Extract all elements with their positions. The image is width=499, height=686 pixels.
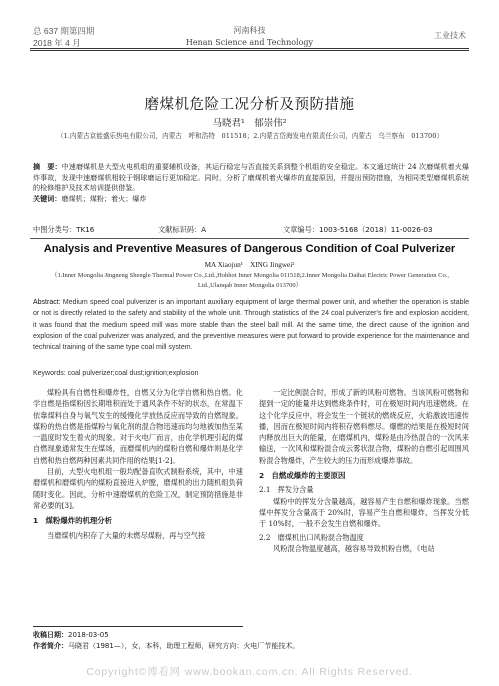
header-rule-thin <box>30 50 469 51</box>
article-number: 文章编号：1003-5168（2018）11-0026-03 <box>283 225 433 234</box>
author-bio-label: 作者简介： <box>33 642 68 650</box>
issue-number: 总 637 期第四期 <box>33 26 95 36</box>
footnote-rule <box>33 626 243 627</box>
abstract-cn-block <box>33 162 469 204</box>
author-bio-text: 马晓君（1981—），女，本科，助理工程师，研究方向：火电厂节能技术。 <box>68 642 300 650</box>
received-label: 收稿日期： <box>33 631 68 639</box>
abstract-cn-label: 摘 要： <box>33 162 62 171</box>
copyright-watermark: Copyright©博看网 www.bookan.com.cn. All Rights Reserved. <box>86 666 413 678</box>
authors-en: MA Xiaojun¹ XING Jingwei² <box>204 261 295 269</box>
keywords-en-text: coal pulverizer;coal dust;ignition;explosion <box>67 370 199 377</box>
body-paragraph: 目前，大型火电机组一般均配备直吹式制粉系统，其中，中速磨煤机和磨煤机内的煤粉直接进入炉膛，磨煤机的出力随机组负荷随时变化。因此，分析中速磨煤机的危险工况，制定预防措施是非常必要的[3]。 <box>33 467 243 510</box>
authors-cn: 马晓君¹ 郁崇伟² <box>212 118 287 129</box>
keywords-cn <box>33 194 469 205</box>
paper-title-en: Analysis and Preventive Measures of Dangerous Condition of Coal Pulverizer <box>43 243 456 255</box>
abstract-en-text: Medium speed coal pulverizer is an important auxiliary equipment of large thermal power unit, and whether the operation is stable or not is directly related to the safety and stability of the whole unit. Through statistics of the 24 coal pulverizer's fire and explosion accident, it was found that the medium speed mill was more stable than the steel ball mill. At the same time, the direct cause of the ignition and explosion of the coal pulverizer was analyzed, and the preventive measures were put forward to provide experience for the maintenance and technical training of the same type coal mill system. <box>33 299 469 352</box>
section-heading: 2 自燃或爆炸的主要原因 <box>259 471 346 481</box>
keywords-cn-text: 磨煤机；煤粉；着火；爆炸 <box>61 193 147 203</box>
body-column-left <box>33 387 243 541</box>
abstract-en-label: Abstract: <box>33 299 61 306</box>
body-paragraph: 风粉混合物温度越高，越容易导致机粉自燃，《电站 <box>273 543 435 553</box>
journal-header <box>0 25 499 49</box>
abstract-cn-text: 中速磨煤机是大型火电机组的重要辅机设备，其运行稳定与否直接关系到整个机组的安全稳定。本文通过统计 24 次磨煤机着火爆炸事故，发现中速磨煤机相较于钢球磨运行更加稳定。同时，分析了磨煤机着火爆炸的直接原因，并提出预防措施，为相同类型磨煤机系统的检修维护及技术培训提供借鉴。 <box>33 162 469 193</box>
section-heading: 1 煤粉爆炸的机理分析 <box>33 516 113 526</box>
affiliations-cn: （1.内蒙古京能盛乐热电有限公司，内蒙古 呼和浩特 011518；2.内蒙古岱海发电有限责任公司，内蒙古 乌兰察布 013700） <box>56 132 443 140</box>
body-paragraph: 一定比例混合时，形成了新的风粉可燃物。当该风粉可燃物和提到一定的能量并达到燃烧条件时，可在极短时间内迅速燃烧。在这个化学反应中，将会发生一个链状的燃烧反应，火焰激波迅速传播，因而在极短时间内将积存燃料燃尽。爆燃的结果是在极短时间内释放出巨大的能量，在磨煤机内，煤粉是由冷热混合的一次风来输送，一次风和煤粉混合成云雾状混合物，煤粉的自燃引起周围风粉混合物爆炸，产生较大的压力而形成爆炸事故。 <box>259 388 469 465</box>
journal-name-en: Henan Science and Technology <box>185 38 314 47</box>
body-paragraph: 煤粉中的挥发分含量越高，越容易产生自燃和爆炸现象。当燃煤中挥发分含量高于 20%时，容易产生自燃和爆炸，当挥发分低于 10%时，一般不会发生自燃和爆炸。 <box>259 496 469 529</box>
subsection-heading: 2.2 磨煤机出口风粉混合物温度 <box>259 532 364 542</box>
author-bio <box>33 641 469 652</box>
header-rule <box>30 48 469 49</box>
subsection-heading: 2.1 挥发分含量 <box>259 485 314 495</box>
body-column-right <box>259 387 469 554</box>
received-value: 2018-03-05 <box>68 631 109 639</box>
abstract-en-block <box>33 297 469 353</box>
body-paragraph: 煤粉具有自燃性和爆炸性，自燃又分为化学自燃和热自燃。化学自燃是指煤粉因长期堆积而处于通风条件不好的状态，在常温下依靠煤料自身与氧气发生的缓慢化学放热反应而导致的自燃现象。煤粉的热自燃是指煤粉与氧化剂的混合物迅速而均匀地被加热至某一温度时发生着火的现象。对于火电厂而言，由化学机理引起的煤自燃现象通常发生在煤场，而磨煤机内的煤粉自燃和爆炸则是化学自燃和热自燃两种因素共同作用的结果[1-2]。 <box>33 388 243 465</box>
body-paragraph: 当磨煤机内积存了大量的未燃尽煤粉，再与空气接 <box>47 530 206 540</box>
issue-date: 2018 年 4 月 <box>33 38 81 48</box>
clc-number: 中图分类号：TK16 <box>33 225 95 234</box>
meta-rule <box>30 238 469 239</box>
section-label: 工业技术 <box>434 31 466 40</box>
abstract-cn <box>33 162 469 194</box>
keywords-en-label: Keywords: <box>33 370 66 377</box>
document-code: 文献标识码：A <box>158 225 207 234</box>
received-date <box>33 630 469 641</box>
affiliations-en: （1.Inner Mongolia Jingneng Shengle Thermal Power Co.,Ltd.,Hohhot Inner Mongolia 011518;2.Inner Mongolia Daihai Electric Power Generation Co., Ltd.,Ulanqab Inner Mongolia 013700） <box>50 272 450 289</box>
journal-name-cn: 河南科技 <box>233 26 266 35</box>
keywords-en <box>33 370 469 377</box>
abstract-en <box>33 297 469 353</box>
paper-title-cn: 磨煤机危险工况分析及预防措施 <box>144 97 355 113</box>
keywords-cn-label: 关键词： <box>33 193 62 203</box>
